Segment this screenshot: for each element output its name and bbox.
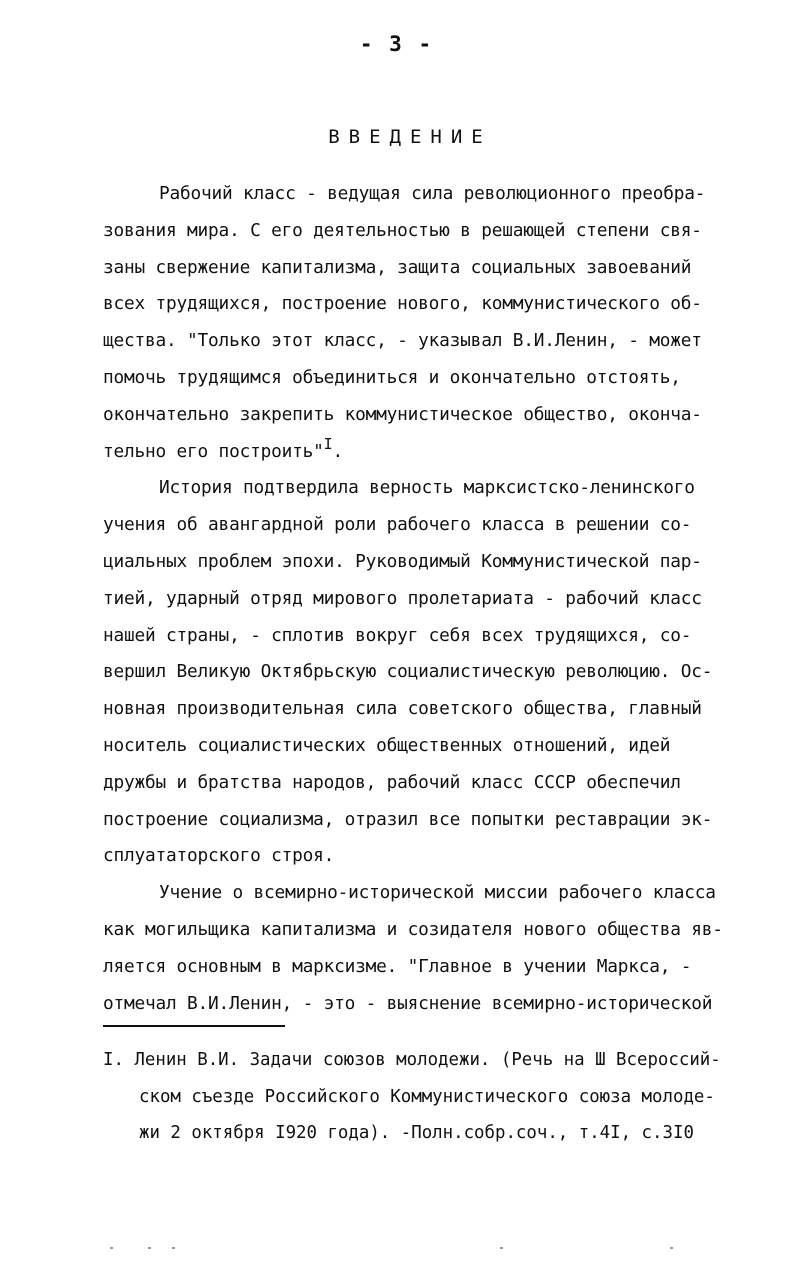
paragraph-line: Рабочий класс - ведущая сила революционного преобра- [159, 183, 706, 204]
paragraph-line: зования мира. С его деятельностью в решающей степени свя- [103, 219, 702, 241]
page-number: - 3 - [359, 32, 434, 56]
scan-speck [500, 1247, 503, 1249]
paragraph-line [103, 434, 763, 471]
paragraph-line: История подтвердила верность марксистско-ленинского [159, 477, 695, 499]
paragraph-line: нашей страны, - сплотив вокруг себя всех трудящихся, со- [103, 624, 692, 646]
paragraph-line: щества. "Только этот класс, - указывал В.И.Ленин, - может [103, 330, 702, 352]
footnote-line: ском съезде Российского Коммунистического союза молоде- [139, 1086, 715, 1107]
scan-speck [110, 1247, 113, 1249]
paragraph-line: как могильщика капитализма и созидателя нового общества яв- [103, 918, 723, 940]
paragraph-line: новная производительная сила советского общества, главный [103, 698, 702, 720]
paragraph-line: отмечал В.И.Ленин, - это - выяснение всемирно-исторической [103, 992, 713, 1014]
scan-speck [670, 1247, 673, 1249]
scan-speck [172, 1247, 175, 1249]
paragraph-line: помочь трудящимся объединиться и окончательно отстоять, [103, 366, 681, 388]
section-heading: ВВЕДЕНИЕ [328, 126, 492, 148]
footnote-reference: I [323, 434, 333, 453]
paragraph-line: циальных проблем эпохи. Руководимый Коммунистической пар- [103, 550, 702, 572]
paragraph-line: дружбы и братства народов, рабочий класс СССР обеспечил [103, 771, 681, 793]
paragraph-line: носитель социалистических общественных отношений, идей [103, 734, 671, 756]
footnote-separator [103, 1025, 285, 1027]
paragraph-line: всех трудящихся, построение нового, коммунистического об- [103, 293, 702, 315]
scan-speck [148, 1247, 151, 1249]
paragraph-line: построение социализма, отразил все попытки реставрации эк- [103, 808, 713, 830]
paragraph-line: ляется основным в марксизме. "Главное в учении Маркса, - [103, 955, 692, 977]
paragraph-line: окончательно закрепить коммунистическое общество, оконча- [103, 403, 702, 425]
paragraph-line: учения об авангардной роли рабочего класса в решении со- [103, 514, 692, 536]
paragraph-line: заны свержение капитализма, защита социальных завоеваний [103, 256, 692, 278]
paragraph-end-punct: . [332, 440, 343, 462]
paragraph-line: Учение о всемирно-исторической миссии рабочего класса [159, 882, 716, 904]
footnote [103, 1042, 763, 1152]
scan-artifacts [110, 1247, 710, 1251]
footnote-line: I. Ленин В.И. Задачи союзов молодежи. (Речь на Ш Всероссий- [103, 1050, 721, 1070]
paragraph-line-text: тельно его построить" [103, 440, 324, 462]
body-text [103, 176, 763, 1022]
footnote-line: жи 2 октября I920 года). -Полн.собр.соч., т.4I, с.3I0 [139, 1123, 694, 1143]
paragraph-line: вершил Великую Октябрьскую социалистическую революцию. Ос- [103, 661, 713, 683]
paragraph-line: тией, ударный отряд мирового пролетариата - рабочий класс [103, 587, 702, 609]
paragraph-line: сплуататорского строя. [103, 845, 335, 867]
